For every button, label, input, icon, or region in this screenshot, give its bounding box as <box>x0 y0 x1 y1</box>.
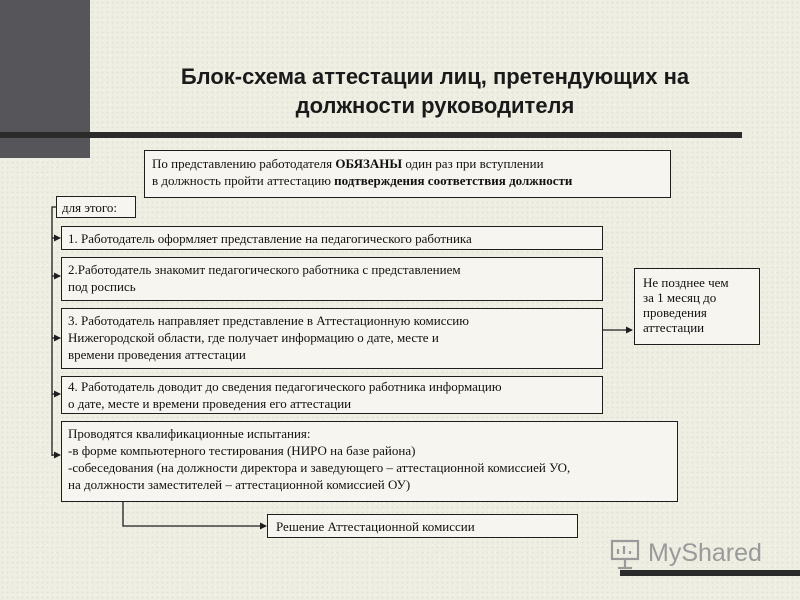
title-line-2: должности руководителя <box>295 93 575 118</box>
for-this-box <box>56 196 136 218</box>
step-3-line-2: Нижегородской области, где получает информацию о дате, месте и <box>68 330 439 345</box>
step-2-line-1: 2.Работодатель знакомит педагогического работника с представлением <box>68 262 461 277</box>
step-4-box <box>61 376 603 414</box>
decision-box <box>267 514 578 538</box>
deadline-line-2: за 1 месяц до <box>643 290 717 305</box>
intro-line-1 <box>152 155 663 172</box>
arrow-to-decision <box>123 502 266 526</box>
intro-line-1-pre: По представлению работодателя <box>152 156 336 171</box>
deadline-line-4: аттестации <box>643 320 705 335</box>
intro-box <box>144 150 671 198</box>
step-3-line-1: 3. Работодатель направляет представление в Аттестационную комиссию <box>68 313 469 328</box>
step-2-box <box>61 257 603 301</box>
tests-line-2: -в форме компьютерного тестирования (НИРО на базе района) <box>68 443 416 458</box>
deadline-line-3: проведения <box>643 305 707 320</box>
step-1-line-1: 1. Работодатель оформляет представление на педагогического работника <box>68 231 472 246</box>
tests-box <box>61 421 678 502</box>
step-3-line-3: времени проведения аттестации <box>68 347 246 362</box>
presentation-board-icon <box>608 537 644 571</box>
tests-line-3: -собеседования (на должности директора и заведующего – аттестационной комиссией УО, <box>68 460 571 475</box>
tests-line-4: на должности заместителей – аттестационной комиссией ОУ) <box>68 477 411 492</box>
step-4-line-2: о дате, месте и времени проведения его аттестации <box>68 396 352 411</box>
intro-line-2-pre: в должность пройти аттестацию <box>152 173 335 188</box>
myshared-logo <box>608 537 768 571</box>
for-this-label: для этого: <box>62 200 118 215</box>
step-1-box <box>61 226 603 250</box>
step-2-line-2: под роспись <box>68 279 136 294</box>
tests-line-1: Проводятся квалификационные испытания: <box>68 426 311 441</box>
deadline-note-box <box>634 268 760 345</box>
title-line-1: Блок-схема аттестации лиц, претендующих на <box>180 64 690 89</box>
intro-line-1-bold: ОБЯЗАНЫ <box>335 156 403 171</box>
decision-label: Решение Аттестационной комиссии <box>276 519 475 534</box>
step-3-box <box>61 308 603 369</box>
intro-line-2-bold: подтверждения соответствия должности <box>334 173 573 188</box>
logo-text: MyShared <box>648 539 762 567</box>
intro-line-1-post: один раз при вступлении <box>402 156 544 171</box>
deadline-line-1: Не позднее чем <box>643 275 729 290</box>
step-4-line-1: 4. Работодатель доводит до сведения педагогического работника информацию <box>68 379 502 394</box>
intro-line-2 <box>152 172 663 189</box>
trunk-line <box>52 207 60 456</box>
